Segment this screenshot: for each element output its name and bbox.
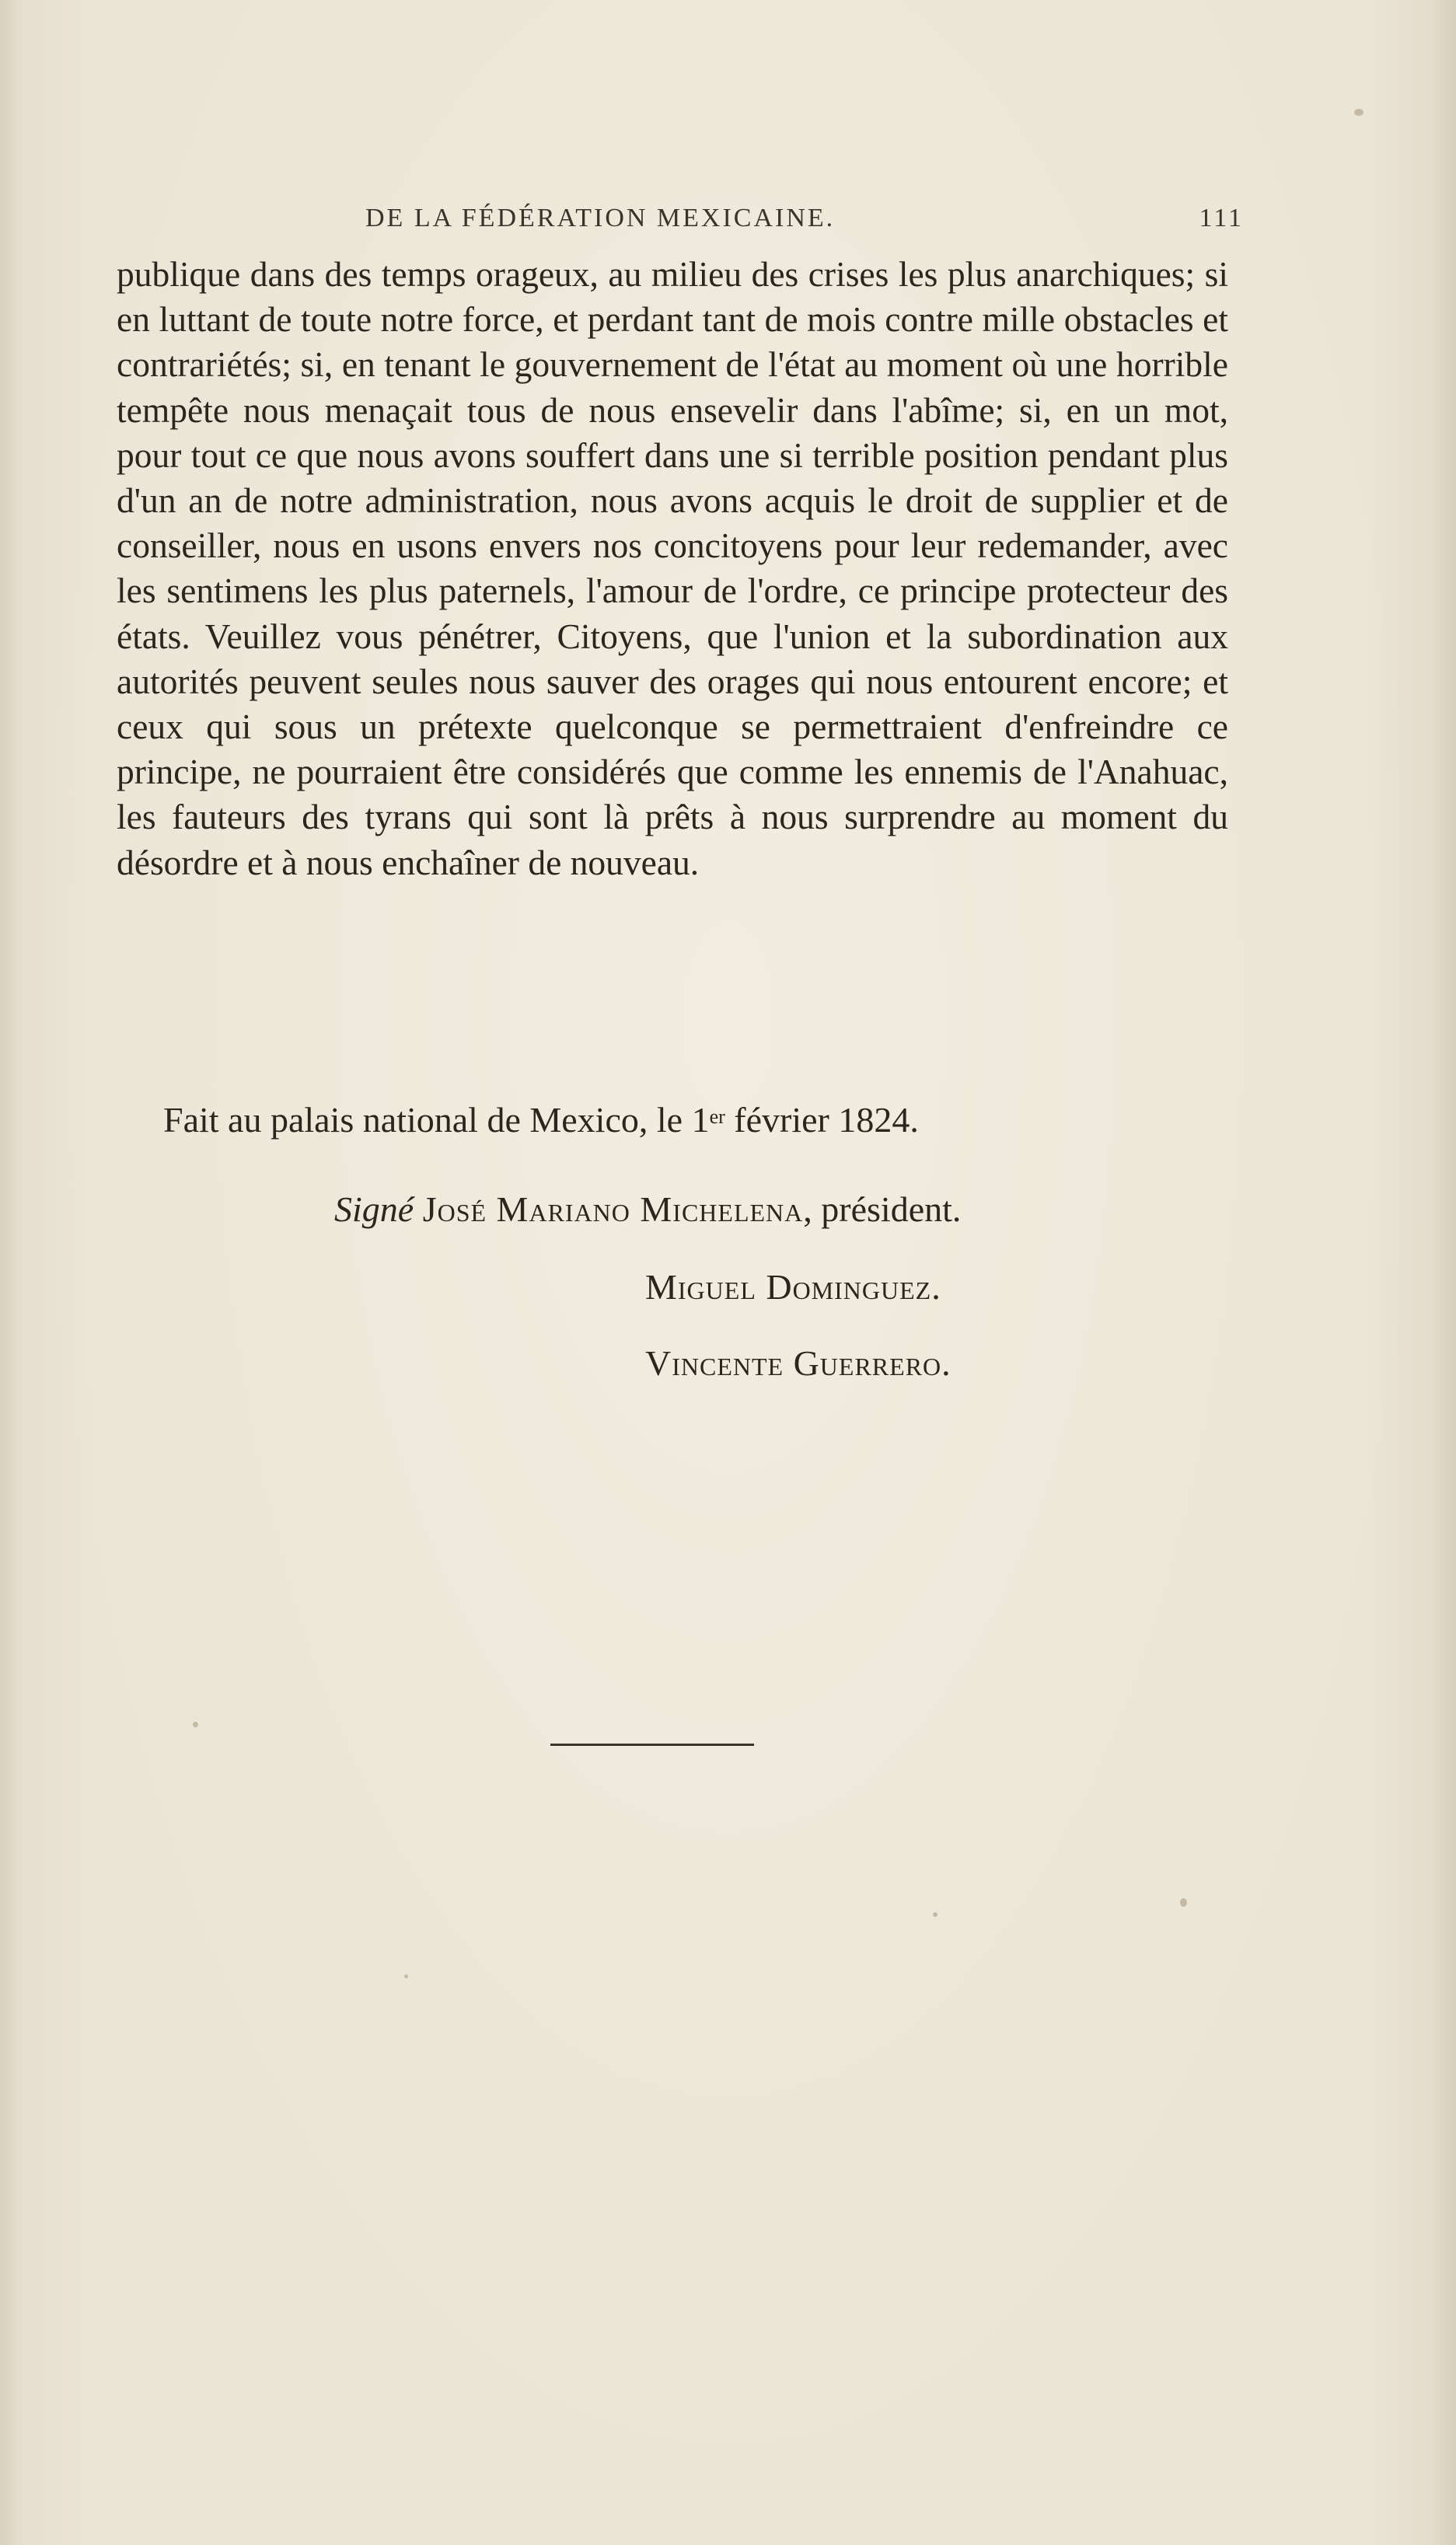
signature-line-3 (645, 1341, 951, 1386)
paper-speck (404, 1974, 408, 1978)
signer-role-1: , président. (803, 1189, 962, 1229)
paper-speck (1180, 1898, 1187, 1907)
signer-name-3: Vincente Guerrero. (645, 1343, 951, 1383)
section-rule (550, 1744, 754, 1746)
signature-line-2 (645, 1265, 941, 1310)
dateline (163, 1098, 1252, 1143)
signature-line-president (334, 1187, 961, 1232)
running-title: DE LA FÉDÉRATION MEXICAINE. (365, 204, 836, 232)
paper-speck (193, 1722, 198, 1727)
page-number: 111 (1199, 204, 1244, 232)
running-head (365, 204, 1244, 235)
dateline-date: février 1824. (725, 1100, 919, 1140)
paper-speck (1354, 109, 1363, 116)
signer-name-2: Miguel Dominguez. (645, 1267, 941, 1307)
signed-word: Signé (334, 1189, 414, 1229)
dateline-text: Fait au palais national de Mexico, le 1 (163, 1100, 710, 1140)
body-paragraph: publique dans des temps orageux, au milieu des crises les plus anarchiques; si en luttant de toute notre force, et perdant tant de mois contre mille obstacles et contrariétés; si, en tenant le gouvernement de l'état au moment où une horrible tempête nous menaçait tous de nous ensevelir dans l'abîme; si, en un mot, pour tout ce que nous avons souffert dans une si terrible position pendant plus d'un an de notre administration, nous avons acquis le droit de supplier et de conseiller, nous en usons envers nos concitoyens pour leur redemander, avec les sentimens les plus paternels, l'amour de l'ordre, ce principe protecteur des états. Veuillez vous pénétrer, Citoyens, que l'union et la subordination aux autorités peuvent seules nous sauver des orages qui nous entourent encore; et ceux qui sous un prétexte quelconque se permettraient d'enfreindre ce principe, ne pourraient être considérés que comme les ennemis de l'Anahuac, les fauteurs des tyrans qui sont là prêts à nous surprendre au moment du désordre et à nous enchaîner de nouveau. (117, 254, 1228, 882)
signer-name-1: José Mariano Michelena (422, 1189, 804, 1229)
dateline-superscript: er (709, 1105, 725, 1128)
paper-speck (933, 1912, 937, 1917)
